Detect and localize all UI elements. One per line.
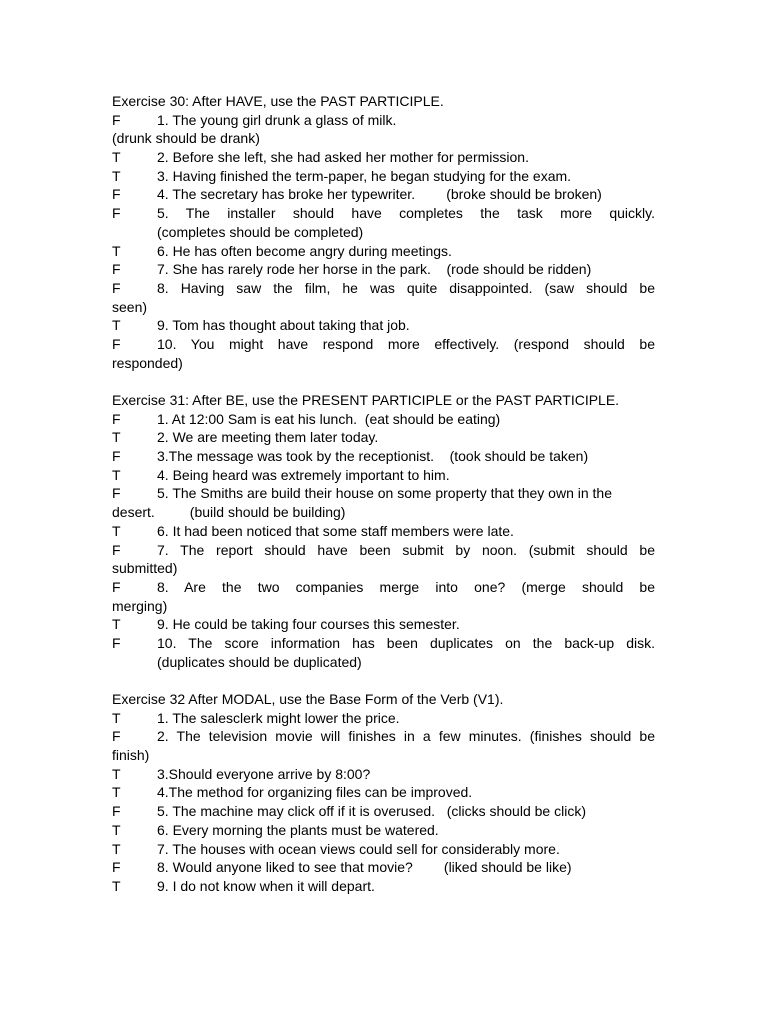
item-text: 6. Every morning the plants must be watered. xyxy=(157,821,439,838)
item-text: 8. Are the two companies merge into one? (merge should be xyxy=(157,578,655,595)
item-text: 1. At 12:00 Sam is eat his lunch. (eat should be eating) xyxy=(157,410,501,427)
list-item xyxy=(112,204,655,223)
item-note: (drunk should be drank) xyxy=(112,130,260,147)
list-item xyxy=(112,634,655,653)
section-gap xyxy=(112,372,655,391)
answer-mark: T xyxy=(112,765,121,782)
item-continuation: desert. (build should be building) xyxy=(112,504,346,521)
list-item xyxy=(112,541,655,560)
exercise-30-heading: Exercise 30: After HAVE, use the PAST PARTICIPLE. xyxy=(112,93,444,109)
item-text: 10. You might have respond more effectively. (respond should be xyxy=(157,335,655,352)
answer-mark: T xyxy=(112,317,121,334)
list-item xyxy=(112,522,655,541)
item-text: 10. The score information has been duplicates on the back-up disk. xyxy=(157,634,655,651)
item-text: 3.The message was took by the receptionist. (took should be taken) xyxy=(157,448,589,465)
answer-mark: F xyxy=(112,335,121,352)
section-gap xyxy=(112,671,655,690)
answer-mark: T xyxy=(112,616,121,633)
item-continuation: merging) xyxy=(112,597,168,614)
list-item xyxy=(112,802,655,821)
list-item xyxy=(112,148,655,167)
list-item xyxy=(112,279,655,298)
list-item xyxy=(112,111,655,130)
list-item xyxy=(112,858,655,877)
list-item xyxy=(112,615,655,634)
list-item xyxy=(112,260,655,279)
item-continuation: responded) xyxy=(112,354,183,371)
list-item xyxy=(112,578,655,597)
list-item xyxy=(112,167,655,186)
item-text: 4. Being heard was extremely important to him. xyxy=(157,466,450,483)
exercise-32-heading: Exercise 32 After MODAL, use the Base Form of the Verb (V1). xyxy=(112,691,504,707)
item-text: 8. Having saw the film, he was quite disappointed. (saw should be xyxy=(157,279,655,296)
item-text: 1. The young girl drunk a glass of milk. xyxy=(157,111,397,128)
answer-mark: F xyxy=(112,803,121,820)
worksheet-page xyxy=(112,92,655,896)
list-item xyxy=(112,840,655,859)
item-text: 7. She has rarely rode her horse in the park. (rode should be ridden) xyxy=(157,261,592,278)
list-item xyxy=(112,428,655,447)
item-text: 5. The machine may click off if it is overused. (clicks should be click) xyxy=(157,803,586,820)
item-text: 1. The salesclerk might lower the price. xyxy=(157,709,400,726)
item-continuation: submitted) xyxy=(112,560,178,577)
list-item xyxy=(112,447,655,466)
list-item xyxy=(112,821,655,840)
answer-mark: T xyxy=(112,840,121,857)
item-text: 6. He has often become angry during meetings. xyxy=(157,242,452,259)
list-item xyxy=(112,783,655,802)
list-item xyxy=(112,466,655,485)
answer-mark: F xyxy=(112,578,121,595)
item-text: 2. The television movie will finishes in a few minutes. (finishes should be xyxy=(157,728,655,745)
answer-mark: F xyxy=(112,859,121,876)
item-text: 9. He could be taking four courses this semester. xyxy=(157,616,460,633)
item-text: 8. Would anyone liked to see that movie? (liked should be like) xyxy=(157,859,572,876)
item-text: 2. Before she left, she had asked her mother for permission. xyxy=(157,149,529,166)
list-item xyxy=(112,727,655,746)
list-item xyxy=(112,242,655,261)
list-item xyxy=(112,709,655,728)
item-text: 4. The secretary has broke her typewriter. (broke should be broken) xyxy=(157,186,602,203)
answer-mark: F xyxy=(112,448,121,465)
answer-mark: T xyxy=(112,466,121,483)
item-text: 7. The report should have been submit by noon. (submit should be xyxy=(157,541,655,558)
answer-mark: F xyxy=(112,634,121,651)
answer-mark: T xyxy=(112,429,121,446)
answer-mark: T xyxy=(112,821,121,838)
answer-mark: F xyxy=(112,485,121,502)
answer-mark: F xyxy=(112,541,121,558)
item-text: 6. It had been noticed that some staff members were late. xyxy=(157,522,514,539)
answer-mark: T xyxy=(112,167,121,184)
list-item xyxy=(112,335,655,354)
list-item xyxy=(112,185,655,204)
answer-mark: T xyxy=(112,877,121,894)
list-item xyxy=(112,765,655,784)
answer-mark: T xyxy=(112,522,121,539)
item-text: 3.Should everyone arrive by 8:00? xyxy=(157,765,371,782)
answer-mark: T xyxy=(112,149,121,166)
exercise-31-heading: Exercise 31: After BE, use the PRESENT PARTICIPLE or the PAST PARTICIPLE. xyxy=(112,392,620,408)
answer-mark: F xyxy=(112,261,121,278)
answer-mark: F xyxy=(112,111,121,128)
item-text: 9. Tom has thought about taking that job. xyxy=(157,317,410,334)
answer-mark: T xyxy=(112,709,121,726)
item-text: 5. The installer should have completes the task more quickly. xyxy=(157,205,655,222)
list-item xyxy=(112,410,655,429)
item-text: 2. We are meeting them later today. xyxy=(157,429,379,446)
list-item xyxy=(112,877,655,896)
list-item xyxy=(112,316,655,335)
item-continuation: finish) xyxy=(112,747,150,764)
item-text: 3. Having finished the term-paper, he began studying for the exam. xyxy=(157,167,572,184)
item-text: 9. I do not know when it will depart. xyxy=(157,877,375,894)
answer-mark: T xyxy=(112,242,121,259)
item-note: (completes should be completed) xyxy=(157,223,364,240)
answer-mark: T xyxy=(112,784,121,801)
list-item xyxy=(112,484,655,503)
answer-mark: F xyxy=(112,186,121,203)
item-text: 4.The method for organizing files can be improved. xyxy=(157,784,473,801)
item-text: 7. The houses with ocean views could sell for considerably more. xyxy=(157,840,560,857)
item-continuation: seen) xyxy=(112,298,148,315)
item-text: 5. The Smiths are build their house on some property that they own in the xyxy=(157,485,612,502)
answer-mark: F xyxy=(112,728,121,745)
answer-mark: F xyxy=(112,279,121,296)
answer-mark: F xyxy=(112,410,121,427)
item-note: (duplicates should be duplicated) xyxy=(157,653,362,670)
answer-mark: F xyxy=(112,205,121,222)
